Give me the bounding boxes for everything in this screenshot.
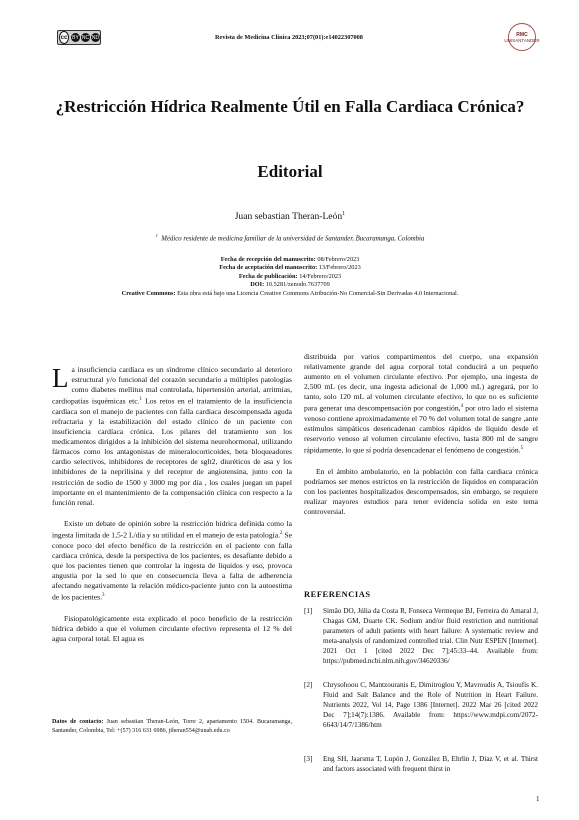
reference-item — [304, 606, 538, 666]
reference-number: [2] — [304, 681, 313, 689]
license-icons — [71, 33, 100, 42]
body-column-left — [52, 365, 292, 655]
nc-icon: NC — [81, 34, 90, 41]
contact-text: Juan sebastian Theran-León, Torre 2, apartamento 1504. Bucaramanga, Santander, Colombia, Tel: +(57) 316 631 6986, jtheran554@unab.edu.co — [52, 719, 292, 734]
author-name: Juan sebastian Theran-León — [234, 211, 343, 223]
article-title: ¿Restricción Hídrica Realmente Útil en Falla Cardiaca Crónica? — [55, 97, 525, 116]
meta-received: Fecha de recepción del manuscrito: 08/Febrero/2023 — [220, 256, 360, 263]
logo-mark: RMC — [516, 31, 528, 38]
paragraph-1: La insuficiencia cardíaca es un síndrome clínico secundario al deterioro estructural y/o funcional del corazón secundario a múltiples patologías como diabetes mellitus mal controlada, hipertensión arterial, arritmias, cardiopatías isquémicas etc.$^1$ Los retos en el tratamiento de la insuficiencia cardíaca son el manejo de pacientes con falla cardiaca descompensada aguda refractaria y la estabilización del estado clínico de un paciente con insuficiencia cardíaca crónica. Los pilares del tratamiento son los medicamentos dirigidos a la inhibición del sistema neurohormonal, utilizando fármacos como los antagonistas de mineralocorticoides, beta bloqueadores cardio selectivos, inhibidores de receptores de sglt2, diuréticos de asa y los inhibidores de la neprilisina y del receptor de angiotensina, junto con la restricción de sodio de 1500 y 3000 mg por día , los cuales juegan un papel importante en el mantenimiento de la compensación clínica con respecto a la función renal. — [52, 363, 292, 507]
article-section: Editorial — [257, 162, 323, 181]
by-icon: BY — [72, 34, 79, 41]
affiliation-text: Médico residente de medicina familiar de la universidad de Santander, Bucaramanga, Colombia — [161, 235, 425, 243]
references-heading: REFERENCIAS — [304, 590, 371, 599]
meta-accepted: Fecha de aceptación del manuscrito: 13/Febrero/2023 — [219, 264, 361, 272]
cc-icon: cc — [59, 31, 69, 44]
author-sup: 1 — [342, 210, 346, 217]
cc-license-badge — [57, 30, 101, 45]
paragraph-5: En el ámbito ambulatorio, en la población con falla cardiaca crónica podríamos ser menos estrictos en la restricción de líquidos en comparación con los pacientes hospitalizados descompensados, sin embargo, se requiere realizar mayores estudios para tener evidencia solida en este tema controversial. — [304, 467, 538, 517]
reference-text[interactable]: Simão DO, Júlia da Costa R, Fonseca Vermeque BJ, Ferreira do Amaral J, Chagas GM, Duarte CK. Sodium and/or fluid restriction and nutritional parameters of adult patients with heart failure: A systematic review and meta-analysis of randomized controlled trial. Clin Nutr ESPEN [Internet]. 2021 Oct 1 [cited 2022 Dec 7];45:33–44. Available from: https://pubmed.ncbi.nlm.nih.gov/34620336/ — [323, 607, 538, 665]
contact-label: Datos de contacto: — [52, 719, 104, 725]
article-metadata — [40, 256, 540, 298]
nd-icon: ND — [91, 34, 100, 41]
paragraph-4: distribuida por varios compartimentos del cuerpo, una expansión relativamente grande del agua corporal total conducirá a un pequeño aumento en el volumen circulante efectivo. Por ejemplo, una ingesta de 2,500 mL (es decir, una ingesta adicional de 1,000 mL) agregará, por lo tanto, solo 120 mL al volumen circulante efectivo, lo que no es suficiente para generar una descompensación por congestión,$^4$ por otro lado el sistema venoso contiene aproximadamente el 70 % del volumen total de sangre ,ante estímulos simpáticos desencadenan cambios rápidos de líquido desde el reservorio venoso al volumen circulante efectivo, hasta 800 ml de sangre rápidamente, lo que sí podría desencadenar el fenómeno de congestión.$^5$ — [304, 352, 538, 455]
contact-info — [52, 718, 292, 735]
reference-text: Eng SH, Jaarsma T, Lupón J, González B, Ehrlin J, Díaz V, et al. Thirst and factors associated with frequent thirst in — [323, 755, 538, 773]
author-line — [40, 210, 540, 222]
journal-logo-icon — [504, 23, 540, 51]
reference-text[interactable]: Chrysohoou C, Mantzouranis E, Dimitroglou Y, Mavroudis A, Tsioufis K. Fluid and Salt Balance and the Role of Nutrition in Heart Failure. Nutrients 2022, Vol 14, Page 1386 [Internet]. 2022 Mar 26 [cited 2022 Dec 7];14(7):1386. Available from: https://www.mdpi.com/2072-6643/14/7/1386/htm — [323, 681, 538, 729]
reference-item — [304, 754, 538, 774]
meta-published: Fecha de publicación: 14/Febrero/2023 — [238, 272, 342, 280]
meta-doi[interactable]: DOI: 10.5281/zenodo.7637709 — [250, 281, 330, 289]
body-column-right — [304, 352, 538, 528]
page-number: 1 — [536, 795, 540, 803]
journal-header: Revista de Medicina Clínica 2023;07(01):e14022307008 — [215, 34, 363, 41]
paragraph-3: Fisiopatológicamente esta explicado el poco beneficio de la restricción hídrica debido a que el volumen circulante efectivo representa el 12 % del agua corporal total. El agua es — [52, 613, 292, 643]
affiliation-sup: 1 — [155, 233, 158, 238]
logo-text: UNISANTANDER — [504, 37, 540, 43]
affiliation — [40, 233, 540, 242]
reference-item — [304, 680, 538, 730]
meta-license: Creative Commons: Esta obra está bajo una Licencia Creative Commons Atribución-No Comercial-Sin Derivadas 4.0 Internacional. — [121, 289, 459, 297]
reference-number: [3] — [304, 755, 313, 763]
paragraph-2: Existe un debate de opinión sobre la restricción hídrica definida como la ingesta limitada de 1,5-2 L/día y su utilidad en el manejo de esta patología.$^2$ Se conoce poco del efecto benéfico de la restricción en el paciente con falla cardiaca crónica, desde la perspectiva de los pacientes, es desafiante debido a que los pacientes tienen que controlar la ingesta de líquidos y eso, provoca angustia por la sed lo que en consecuencia lleva a falta de adherencia afectando negativamente la relación médico-paciente junto con la autoestima de los pacientes.$^3$ — [52, 518, 292, 602]
reference-number: [1] — [304, 607, 313, 615]
drop-cap: L — [52, 363, 69, 393]
